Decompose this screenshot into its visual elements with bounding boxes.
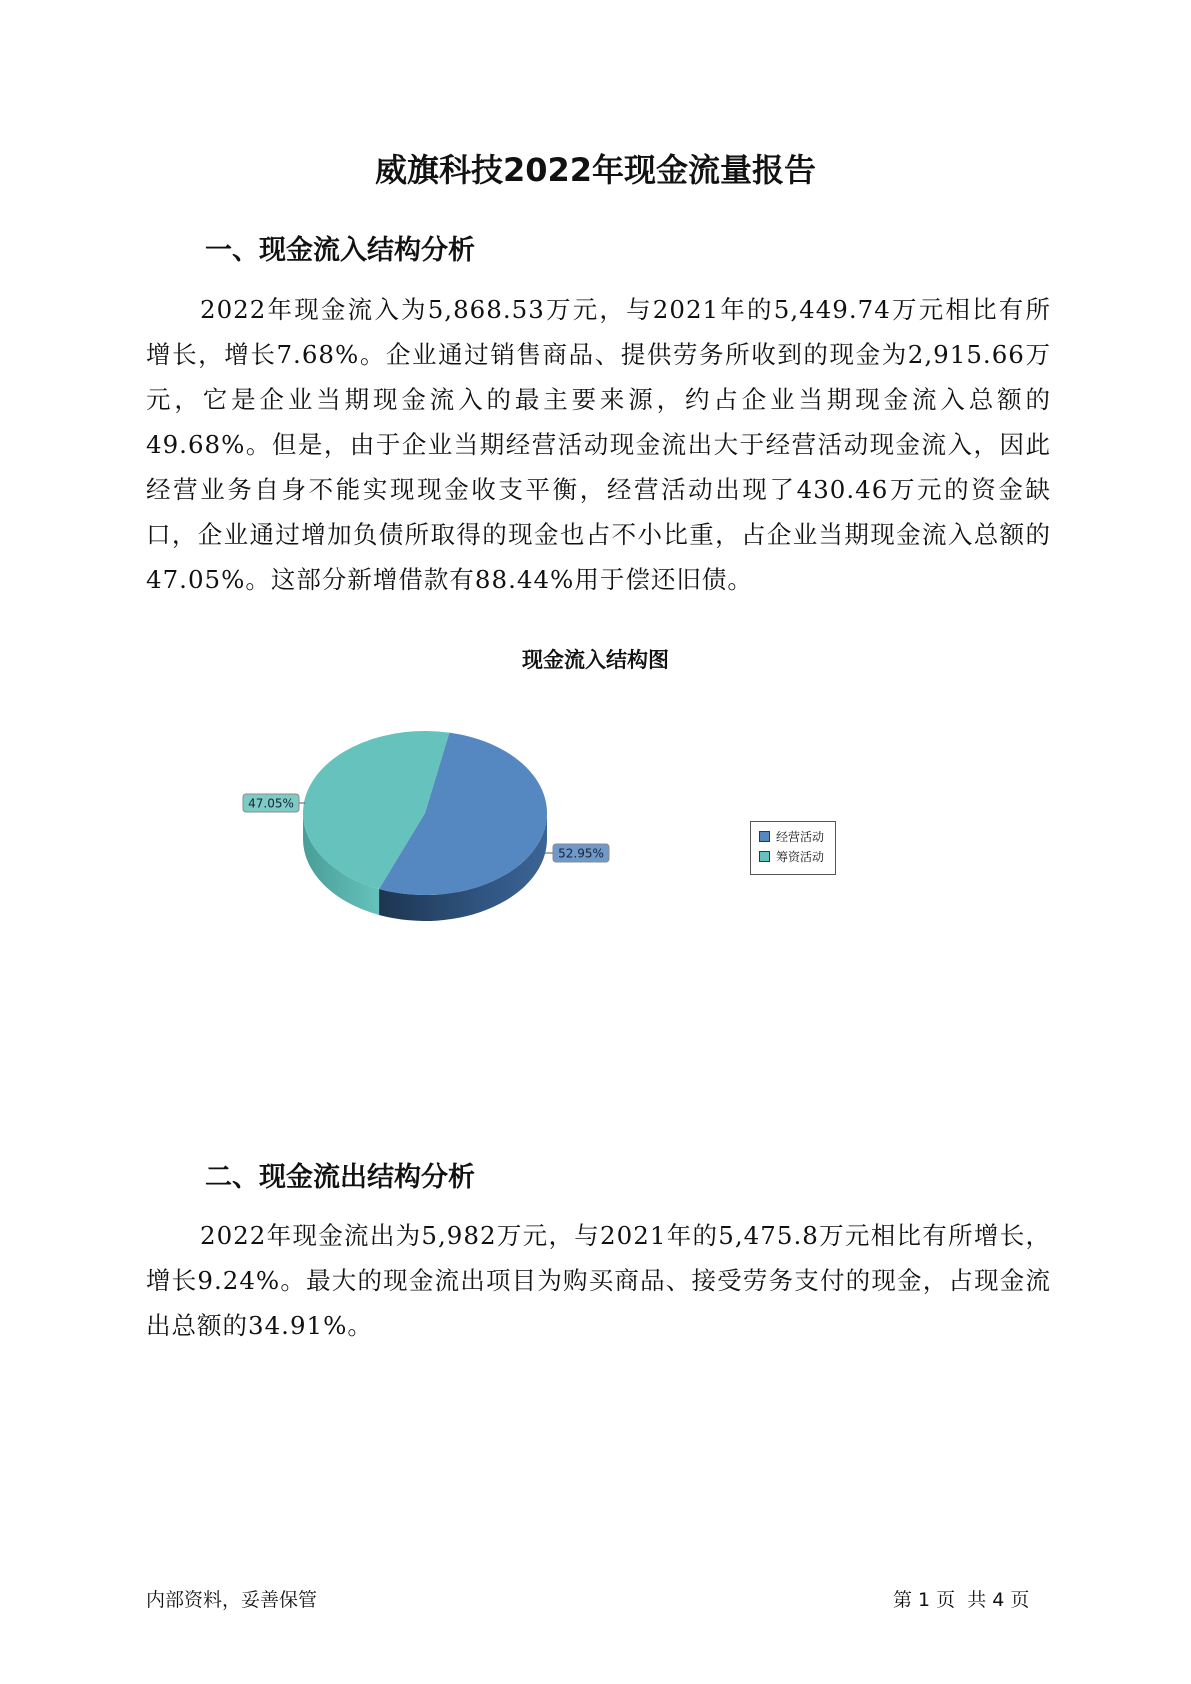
pie-chart <box>220 715 640 940</box>
legend-swatch-operating <box>759 831 770 842</box>
footer-page-number: 第 1 页 共 4 页 <box>893 1589 1030 1611</box>
pie-data-label: 47.05% <box>248 796 294 811</box>
section-heading-inflow: 一、现金流入结构分析 <box>205 235 475 266</box>
section-heading-outflow: 二、现金流出结构分析 <box>205 1162 475 1193</box>
chart-legend <box>750 821 836 875</box>
legend-swatch-financing <box>759 851 770 862</box>
footer-confidential: 内部资料，妥善保管 <box>146 1589 318 1611</box>
document-title: 威旗科技2022年现金流量报告 <box>374 151 817 189</box>
section-paragraph-inflow: 2022年现金流入为5,868.53万元，与2021年的5,449.74万元相比有所增长，增长7.68%。企业通过销售商品、提供劳务所收到的现金为2,915.66万元，它是企业当期现金流入的最主要来源，约占企业当期现金流入总额的49.68%。但是，由于企业当期经营活动现金流出大于经营活动现金流入，因此经营业务自身不能实现现金收支平衡，经营活动出现了430.46万元的资金缺口，企业通过增加负债所取得的现金也占不小比重，占企业当期现金流入总额的47.05%。这部分新增借款有88.44%用于偿还旧债。 <box>146 295 1051 594</box>
pie-data-label: 52.95% <box>558 846 604 861</box>
chart-title: 现金流入结构图 <box>522 648 669 672</box>
section-paragraph-outflow: 2022年现金流出为5,982万元，与2021年的5,475.8万元相比有所增长，增长9.24%。最大的现金流出项目为购买商品、接受劳务支付的现金，占现金流出总额的34.91%。 <box>146 1221 1051 1340</box>
legend-item-financing <box>759 846 835 866</box>
legend-label-financing: 筹资活动 <box>776 849 825 864</box>
legend-item-operating <box>759 826 835 846</box>
legend-label-operating: 经营活动 <box>776 829 825 844</box>
